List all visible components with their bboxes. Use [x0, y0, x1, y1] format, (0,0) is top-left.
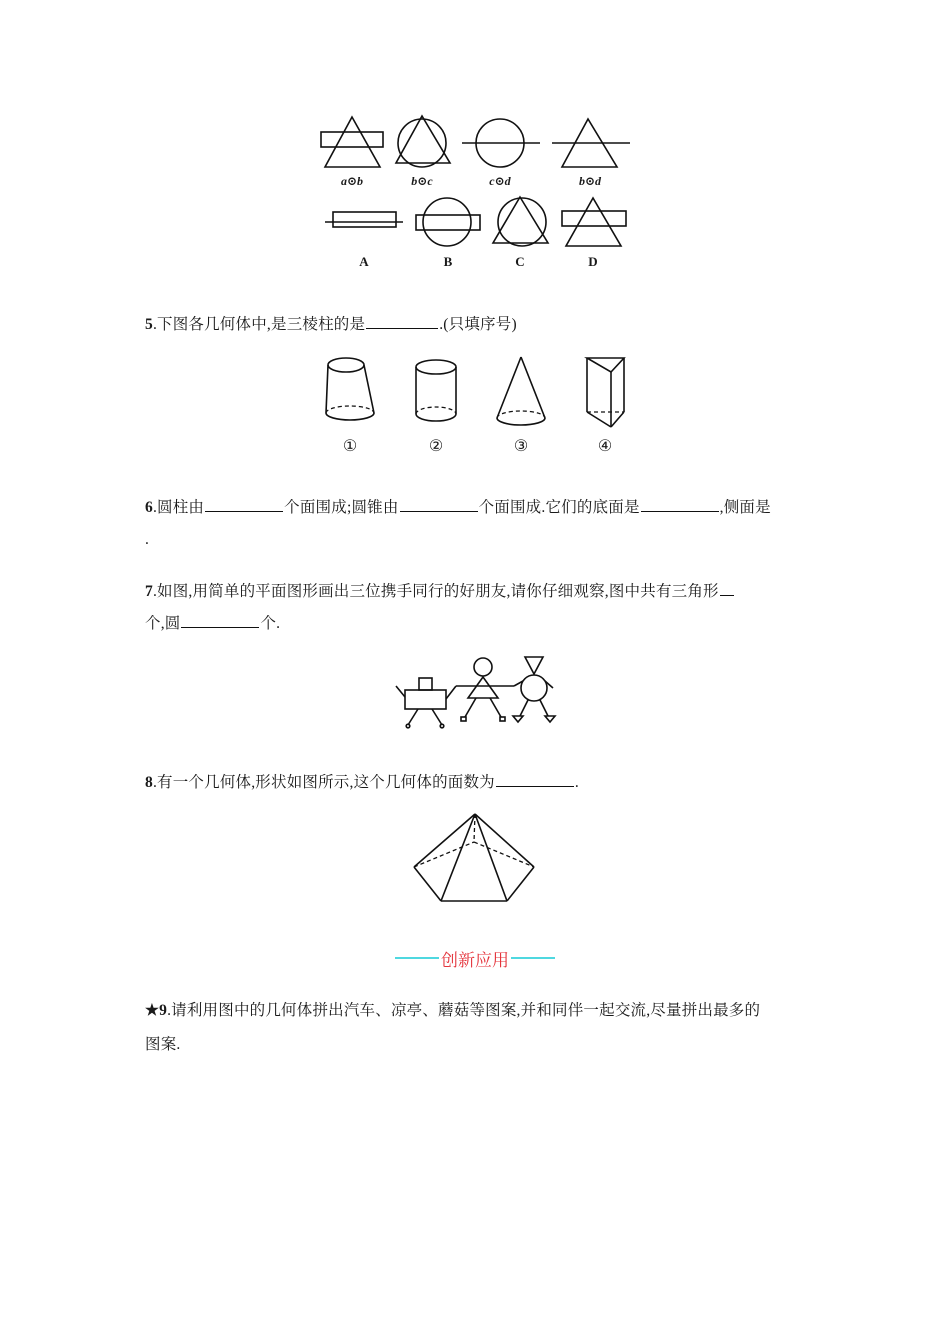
label-a-op-b: a⊙b — [340, 174, 364, 188]
question-text: .下图各几何体中,是三棱柱的是 — [152, 316, 366, 333]
question-number: 8 — [145, 774, 153, 791]
solid-label-4: ④ — [597, 438, 613, 455]
section-title: 创新应用 — [441, 950, 509, 971]
question-text: . — [574, 774, 579, 791]
option-b-label: B — [443, 254, 453, 269]
question-text: 个面围成.它们的底面是 — [478, 499, 640, 516]
question-text: 个,圆 — [145, 615, 181, 632]
question-number: 7 — [145, 583, 153, 600]
label-b-op-d: b⊙d — [578, 174, 602, 188]
question-text: 个. — [260, 615, 281, 632]
question-6-line-2: . — [145, 531, 150, 548]
question-number: 5 — [145, 316, 153, 333]
question-text: .有一个几何体,形状如图所示,这个几何体的面数为 — [152, 774, 495, 791]
solid-label-2: ② — [428, 438, 444, 455]
option-d-label: D — [588, 254, 598, 269]
question-text: .如图,用简单的平面图形画出三位携手同行的好朋友,请你仔细观察,图中共有三角形 — [152, 583, 719, 600]
question-number: 6 — [145, 499, 153, 516]
star-icon: ★ — [145, 1002, 160, 1019]
option-c-label: C — [515, 254, 525, 269]
section-heading — [395, 947, 555, 969]
question-9-line-2: 图案. — [145, 1036, 181, 1053]
decorative-line-right — [511, 957, 555, 959]
option-a-label: A — [359, 254, 369, 269]
question-text: .请利用图中的几何体拼出汽车、凉亭、蘑菇等图案,并和同伴一起交流,尽量拼出最多的 — [167, 1002, 761, 1019]
question-hint: .(只填序号) — [439, 316, 517, 333]
label-b-op-c: b⊙c — [411, 174, 433, 188]
question-9 — [145, 1001, 760, 1021]
question-number: 9 — [159, 1002, 168, 1019]
question-text: ,侧面是 — [719, 499, 771, 516]
question-text: 个面围成;圆锥由 — [284, 499, 399, 516]
question-text: .圆柱由 — [152, 499, 205, 516]
solid-label-1: ① — [342, 438, 358, 455]
decorative-line-left — [395, 957, 439, 959]
label-c-op-d: c⊙d — [489, 174, 511, 188]
solid-label-3: ③ — [513, 438, 529, 455]
